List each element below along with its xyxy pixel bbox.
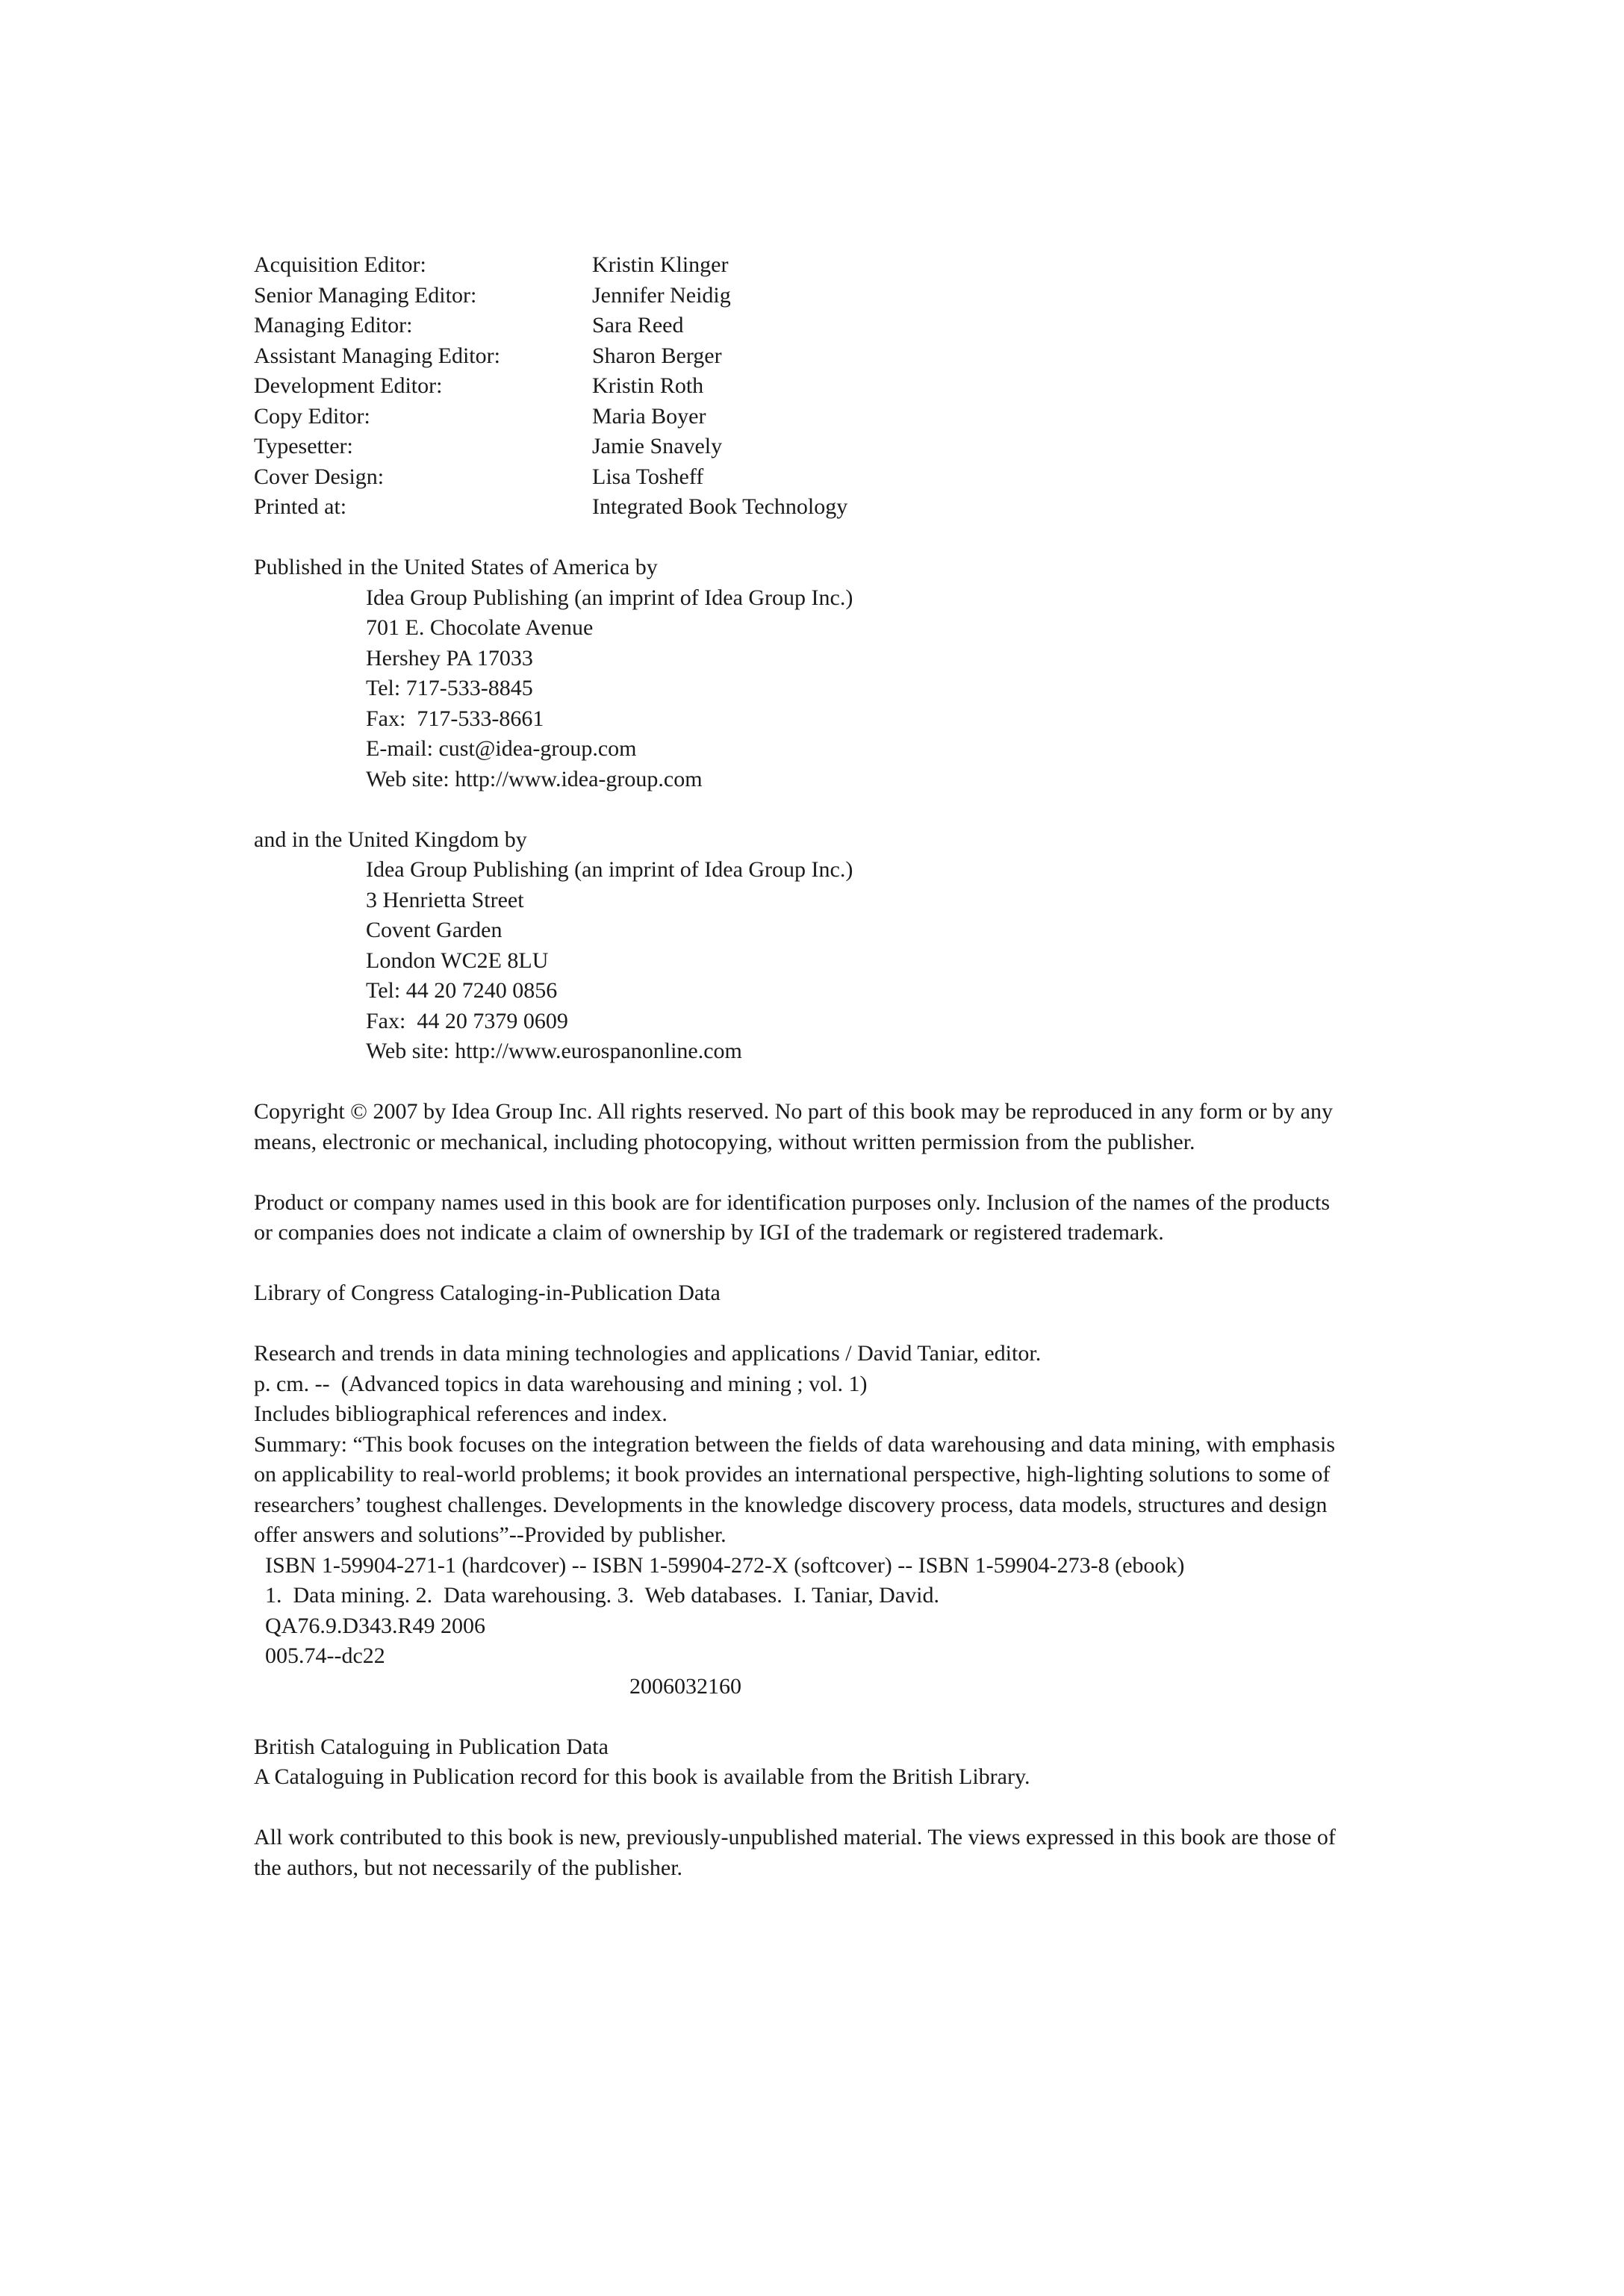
uk-website: Web site: http://www.eurospanonline.com bbox=[366, 1039, 742, 1063]
uk-phone: Tel: 44 20 7240 0856 bbox=[366, 978, 558, 1003]
credits-list bbox=[254, 250, 1351, 523]
spacer bbox=[254, 1309, 1351, 1340]
us-fax: Fax: 717-533-8661 bbox=[366, 706, 544, 731]
credits-role: Printed at: bbox=[254, 494, 347, 519]
cip-block bbox=[254, 1339, 1351, 1702]
us-address-street: 701 E. Chocolate Avenue bbox=[366, 615, 594, 640]
uk-publisher-name: Idea Group Publishing (an imprint of Idea Group Inc.) bbox=[366, 857, 853, 882]
spacer bbox=[254, 523, 1351, 553]
credits-name: Sharon Berger bbox=[592, 343, 722, 368]
credits-row bbox=[254, 250, 1351, 281]
credits-name: Jamie Snavely bbox=[592, 434, 723, 458]
credits-name: Jennifer Neidig bbox=[592, 282, 731, 308]
spacer bbox=[254, 1067, 1351, 1098]
cip-ddc: 005.74--dc22 bbox=[265, 1643, 385, 1668]
cip-title-line: Research and trends in data mining technologies and applications / David Taniar, editor. bbox=[254, 1341, 1042, 1366]
cip-summary: Summary: “This book focuses on the integration between the fields of data warehousing and data mining, with emphasis on applicability to real-world problems; it book provides an international perspective, high-lighting solutions to some of researchers’ toughest challenges. Developments in the knowledge discovery process, data models, structures and design offer answers and solutions”--Provided by publisher. bbox=[254, 1431, 1335, 1547]
us-email: E-mail: cust@idea-group.com bbox=[366, 736, 637, 761]
cip-subjects: 1. Data mining. 2. Data warehousing. 3. Web databases. I. Taniar, David. bbox=[265, 1583, 939, 1608]
spacer bbox=[254, 794, 1351, 825]
credits-name: Maria Boyer bbox=[592, 403, 706, 429]
uk-fax: Fax: 44 20 7379 0609 bbox=[366, 1008, 568, 1033]
copyright-page bbox=[254, 250, 1351, 1883]
credits-role: Development Editor: bbox=[254, 373, 443, 398]
credits-name: Kristin Roth bbox=[592, 373, 704, 398]
spacer bbox=[254, 1248, 1351, 1279]
us-address-city: Hershey PA 17033 bbox=[366, 645, 533, 671]
credits-row bbox=[254, 311, 1351, 341]
spacer bbox=[254, 1702, 1351, 1732]
credits-name: Lisa Tosheff bbox=[592, 464, 704, 489]
cip-includes-line: Includes bibliographical references and index. bbox=[254, 1401, 668, 1426]
credits-role: Typesetter: bbox=[254, 434, 353, 458]
credits-role: Copy Editor: bbox=[254, 403, 370, 429]
us-website: Web site: http://www.idea-group.com bbox=[366, 766, 703, 791]
cip-isbn: ISBN 1-59904-271-1 (hardcover) -- ISBN 1-59904-272-X (softcover) -- ISBN 1-59904-273-8 (ebook) bbox=[265, 1552, 1185, 1578]
credits-role: Cover Design: bbox=[254, 464, 385, 489]
us-publisher-block bbox=[254, 553, 1351, 794]
credits-name: Sara Reed bbox=[592, 313, 684, 337]
credits-row bbox=[254, 432, 1351, 462]
credits-role: Assistant Managing Editor: bbox=[254, 343, 500, 368]
uk-address-city: London WC2E 8LU bbox=[366, 948, 549, 973]
us-phone: Tel: 717-533-8845 bbox=[366, 676, 533, 700]
uk-publisher-block bbox=[254, 825, 1351, 1067]
cip-series-line: p. cm. -- (Advanced topics in data warehousing and mining ; vol. 1) bbox=[254, 1371, 868, 1396]
cip-lcc: QA76.9.D343.R49 2006 bbox=[265, 1613, 486, 1638]
credits-role: Senior Managing Editor: bbox=[254, 282, 477, 308]
credits-role: Acquisition Editor: bbox=[254, 252, 426, 277]
disclaimer-notice: All work contributed to this book is new, previously-unpublished material. The views expressed in this book are those of the authors, but not necessarily of the publisher. bbox=[254, 1825, 1336, 1880]
copyright-notice: Copyright © 2007 by Idea Group Inc. All rights reserved. No part of this book may be reproduced in any form or by any means, electronic or mechanical, including photocopying, without written permission from the publisher. bbox=[254, 1099, 1333, 1154]
credits-name: Integrated Book Technology bbox=[592, 494, 848, 519]
uk-address-street: 3 Henrietta Street bbox=[366, 887, 524, 912]
trademark-notice: Product or company names used in this book are for identification purposes only. Inclusion of the names of the products or companies does not indicate a claim of ownership by IGI of the trademark or registered trademark. bbox=[254, 1189, 1331, 1245]
us-publisher-heading: Published in the United States of America by bbox=[254, 555, 658, 579]
cip-control-number: 2006032160 bbox=[629, 1673, 741, 1699]
uk-address-district: Covent Garden bbox=[366, 918, 503, 942]
credits-row bbox=[254, 341, 1351, 372]
british-cip-block bbox=[254, 1732, 1351, 1793]
british-cip-text: A Cataloguing in Publication record for this book is available from the British Library. bbox=[254, 1764, 1030, 1789]
spacer bbox=[254, 1793, 1351, 1823]
credits-row bbox=[254, 462, 1351, 493]
credits-row bbox=[254, 281, 1351, 311]
us-publisher-name: Idea Group Publishing (an imprint of Idea Group Inc.) bbox=[366, 585, 853, 610]
uk-publisher-heading: and in the United Kingdom by bbox=[254, 827, 527, 852]
credits-row bbox=[254, 492, 1351, 523]
loc-heading: Library of Congress Cataloging-in-Publication Data bbox=[254, 1281, 721, 1305]
credits-row bbox=[254, 402, 1351, 432]
credits-row bbox=[254, 371, 1351, 402]
british-cip-heading: British Cataloguing in Publication Data bbox=[254, 1734, 609, 1759]
credits-name: Kristin Klinger bbox=[592, 252, 729, 277]
spacer bbox=[254, 1157, 1351, 1188]
credits-role: Managing Editor: bbox=[254, 313, 413, 337]
